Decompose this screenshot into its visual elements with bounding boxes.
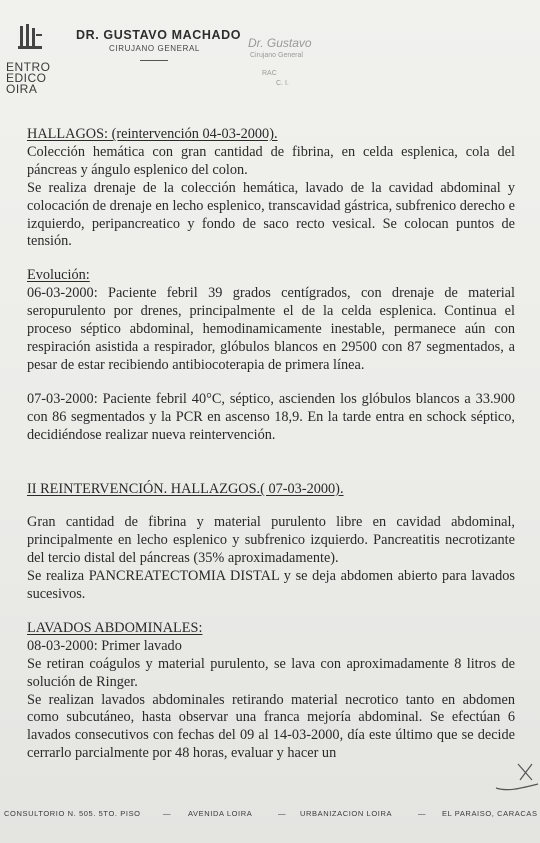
footer-separator: — bbox=[163, 809, 172, 818]
stamp-line: Dr. Gustavo bbox=[248, 36, 312, 50]
doctor-stamp bbox=[246, 36, 356, 92]
paragraph: Se realizan lavados abdominales retirando material necrotico tanto en abdomen como subcutáneo, hasta observar una franca mejoría abdominal. Se efectúan 6 lavados consecutivos con fechas del 09 al 14-03-2000, día este último que se decide cerrarlo parcialmente por 48 horas, evaluar y hacer un bbox=[27, 691, 515, 762]
footer-urbanization: URBANIZACION LOIRA bbox=[300, 809, 393, 818]
section-heading: Evolución: bbox=[27, 267, 90, 284]
paragraph: Gran cantidad de fibrina y material purulento libre en cavidad abdominal, principalmente en lecho esplenico y subfrenico izquierdo. Pancreatitis necrotizante del tercio distal del páncreas (35% aproximadamente). bbox=[27, 514, 515, 567]
footer-office: CONSULTORIO N. 505. 5TO. PISO bbox=[4, 809, 141, 818]
footer-city: EL PARAISO, CARACAS bbox=[442, 809, 538, 818]
signature-mark bbox=[488, 758, 540, 798]
building-logo-icon bbox=[16, 24, 44, 50]
logo-line: EDICO bbox=[6, 71, 47, 85]
paragraph: 07-03-2000: Paciente febril 40°C, séptico, ascienden los glóbulos blancos a 33.900 con 86 segmentados y la PCR en ascenso 18,9. En la tarde entra en schock séptico, decidiéndose realizar nueva reintervención. bbox=[27, 390, 515, 443]
stamp-line: Cirujano General bbox=[250, 52, 303, 59]
paragraph: Colección hemática con gran cantidad de fibrina, en celda esplenica, cola del páncreas y ángulo esplenico del colon. bbox=[27, 143, 515, 178]
doctor-title: CIRUJANO GENERAL bbox=[109, 44, 200, 53]
stamp-line: RAC bbox=[262, 70, 277, 77]
stamp-line: C. I. bbox=[276, 80, 289, 87]
logo-line: ENTRO bbox=[6, 60, 51, 74]
logo-line: OIRA bbox=[6, 82, 38, 96]
section-heading: LAVADOS ABDOMINALES: bbox=[27, 619, 203, 636]
section-heading: HALLAGOS: (reintervención 04-03-2000). bbox=[27, 126, 278, 142]
paragraph: 08-03-2000: Primer lavado bbox=[27, 637, 182, 654]
section-heading: II REINTERVENCIÓN. HALLAZGOS.( 07-03-2000). bbox=[27, 480, 344, 497]
doctor-name: DR. GUSTAVO MACHADO bbox=[76, 28, 242, 42]
logo-text bbox=[6, 62, 51, 95]
footer-avenue: AVENIDA LOIRA bbox=[188, 809, 253, 818]
title-rule bbox=[140, 60, 168, 61]
footer-separator: — bbox=[418, 809, 427, 818]
paragraph: Se realiza PANCREATECTOMIA DISTAL y se deja abdomen abierto para lavados sucesivos. bbox=[27, 568, 515, 603]
paragraph: Se realiza drenaje de la colección hemática, lavado de la cavidad abdominal y colocación de drenaje en lecho esplenico, transcavidad gástrica, subfrenico derecho e izquierdo, peripancreatico y fondo de saco recto vesical. Se colocan puntos de tensión. bbox=[27, 179, 515, 250]
paragraph: 06-03-2000: Paciente febril 39 grados centígrados, con drenaje de material seropurulento por drenes, principalmente el de la celda esplenica. Continua el proceso séptico abdominal, hemodinamicamente inestable, permanece aún con respiración asistida a respirador, glóbulos blancos en 29500 con 87 segmentados, a pesar de estar recibiendo antibiocoterapia de primera línea. bbox=[27, 285, 515, 373]
report-body bbox=[27, 126, 515, 763]
paragraph: Se retiran coágulos y material purulento, se lava con aproximadamente 8 litros de solución de Ringer. bbox=[27, 655, 515, 690]
footer-separator: — bbox=[278, 809, 287, 818]
clinic-logo bbox=[6, 24, 51, 96]
